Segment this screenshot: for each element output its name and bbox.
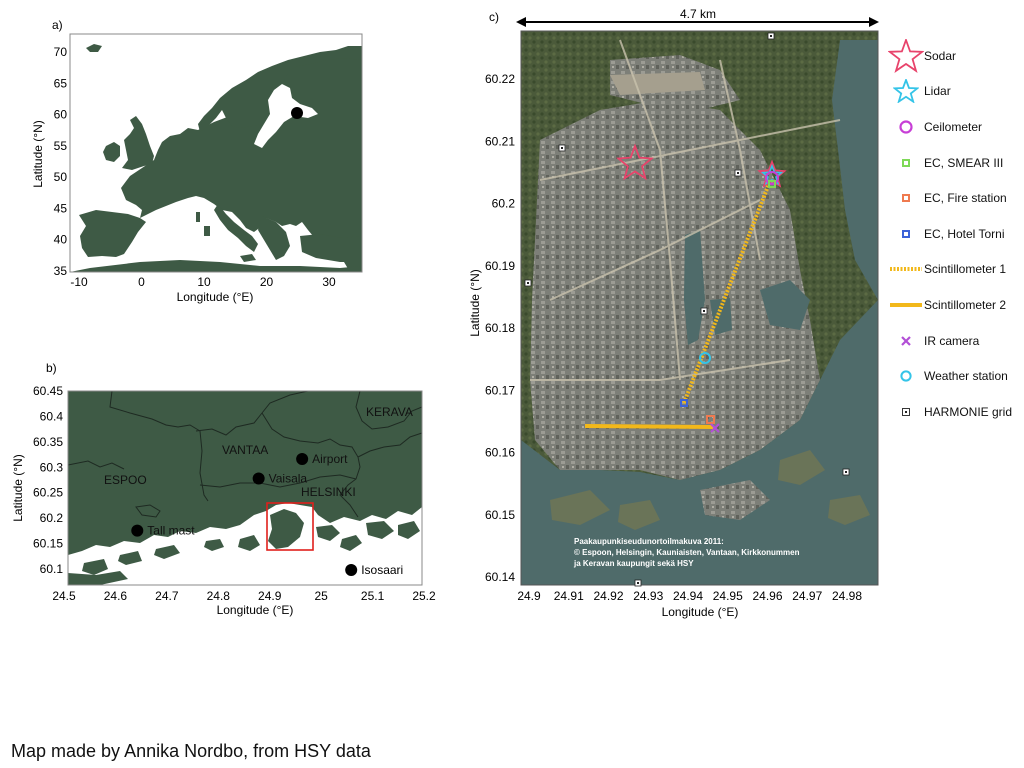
site-label-isosaari: Isosaari bbox=[361, 563, 404, 577]
panel-c-y-tick-2: 60.2 bbox=[491, 196, 515, 211]
panel-c-y-tick-1: 60.21 bbox=[484, 134, 515, 149]
legend-item-scintillometer-2: Scintillometer 2 bbox=[888, 287, 1024, 323]
panel-c-label: c) bbox=[489, 10, 499, 24]
aerial-map-panel bbox=[460, 0, 890, 620]
panel-a-y-tick-labels bbox=[54, 45, 68, 278]
ireland-landmass bbox=[103, 142, 120, 162]
panel-b-y-tick-1: 60.4 bbox=[39, 409, 63, 424]
helsinki-region-panel bbox=[0, 355, 450, 625]
panel-b-x-tick-2: 24.7 bbox=[155, 589, 179, 603]
panel-b-x-tick-5: 25 bbox=[314, 589, 328, 603]
panel-a-x-tick-4: 30 bbox=[322, 275, 336, 289]
panel-b-x-axis-label: Longitude (°E) bbox=[216, 603, 294, 617]
panel-b-label: b) bbox=[46, 361, 57, 375]
region-label-helsinki: HELSINKI bbox=[301, 485, 356, 499]
figure-caption: Map made by Annika Nordbo, from HSY data bbox=[11, 741, 371, 761]
panel-b-x-tick-labels bbox=[52, 589, 436, 603]
legend-item-scintillometer-1: Scintillometer 1 bbox=[888, 252, 1024, 288]
panel-c-x-tick-1: 24.91 bbox=[553, 589, 584, 603]
panel-b-x-tick-0: 24.5 bbox=[52, 589, 76, 603]
panel-a-y-tick-6: 40 bbox=[53, 232, 67, 247]
legend-item-sodar: Sodar bbox=[888, 38, 1024, 74]
site-label-tall-mast: Tall mast bbox=[147, 523, 195, 538]
panel-c-y-tick-5: 60.17 bbox=[484, 383, 515, 398]
panel-c-x-tick-0: 24.9 bbox=[517, 589, 541, 603]
site-marker-airport bbox=[296, 453, 308, 465]
panel-a-x-tick-labels bbox=[70, 275, 336, 289]
instrument-legend bbox=[888, 38, 1024, 430]
scale-bar bbox=[516, 7, 879, 27]
panel-a-y-tick-4: 50 bbox=[53, 170, 67, 185]
legend-item-lidar: Lidar bbox=[888, 74, 1024, 110]
legend-item-ir-camera: IR camera bbox=[888, 323, 1024, 359]
site-marker-vaisala bbox=[253, 472, 265, 484]
panel-c-y-tick-8: 60.14 bbox=[484, 570, 515, 584]
panel-a-label: a) bbox=[52, 18, 63, 32]
ec-hotel-torni-legend-icon bbox=[900, 228, 912, 240]
lidar-legend-icon bbox=[893, 79, 919, 103]
panel-c-x-tick-labels bbox=[517, 589, 862, 603]
panel-b-x-tick-7: 25.2 bbox=[412, 589, 436, 603]
legend-item-ceilometer: Ceilometer bbox=[888, 109, 1024, 145]
panel-a-y-tick-3: 55 bbox=[53, 138, 67, 153]
panel-b-x-tick-4: 24.9 bbox=[258, 589, 282, 603]
panel-c-x-tick-5: 24.95 bbox=[712, 589, 743, 603]
scintillometer-1-legend-icon bbox=[889, 265, 923, 273]
helsinki-marker bbox=[291, 107, 303, 119]
site-label-vaisala: Vaisala bbox=[268, 471, 308, 486]
panel-b-x-tick-1: 24.6 bbox=[103, 589, 128, 603]
ir-camera-legend-icon bbox=[900, 335, 912, 347]
svg-text:ja Keravan kaupungit sekä HSY: ja Keravan kaupungit sekä HSY bbox=[574, 559, 694, 568]
svg-text:Paakaupunkiseudunortoilmakuva: Paakaupunkiseudunortoilmakuva 2011: bbox=[574, 537, 724, 546]
panel-b-y-tick-2: 60.35 bbox=[32, 434, 63, 449]
site-marker-isosaari bbox=[345, 564, 357, 576]
panel-c-y-tick-3: 60.19 bbox=[484, 258, 515, 273]
aerial-photo bbox=[521, 31, 878, 585]
ec-fire-station-legend-icon bbox=[900, 192, 912, 204]
panel-b-y-tick-labels bbox=[33, 384, 63, 576]
panel-a-y-tick-0: 70 bbox=[53, 45, 67, 59]
panel-b-x-tick-6: 25.1 bbox=[360, 589, 385, 603]
iberia-landmass bbox=[79, 210, 146, 257]
panel-b-y-tick-3: 60.3 bbox=[39, 460, 63, 475]
site-marker-tall-mast bbox=[131, 525, 143, 537]
ceilometer-legend-icon bbox=[898, 119, 914, 135]
region-label-espoo: ESPOO bbox=[104, 473, 147, 487]
panel-b-y-tick-0: 60.45 bbox=[32, 384, 63, 398]
panel-c-x-axis-label: Longitude (°E) bbox=[661, 605, 739, 619]
panel-a-x-tick-0: -10 bbox=[70, 275, 88, 289]
panel-a-x-tick-1: 0 bbox=[138, 275, 145, 289]
legend-item-harmonie-grid: HARMONIE grid bbox=[888, 394, 1024, 430]
panel-b-y-tick-6: 60.15 bbox=[32, 536, 63, 551]
panel-a-y-tick-7: 35 bbox=[53, 264, 67, 278]
legend-item-ec-fire-station: EC, Fire station bbox=[888, 180, 1024, 216]
ec-smear-legend-icon bbox=[900, 157, 912, 169]
panel-b-x-tick-3: 24.8 bbox=[206, 589, 230, 603]
britain-landmass bbox=[122, 116, 154, 170]
panel-a-y-tick-1: 65 bbox=[53, 76, 67, 91]
scintillometer-2-legend-icon bbox=[889, 301, 923, 309]
panel-b-y-tick-5: 60.2 bbox=[39, 511, 63, 526]
panel-b-y-axis-label: Latitude (°N) bbox=[11, 454, 25, 522]
panel-b-y-tick-7: 60.1 bbox=[39, 562, 63, 576]
panel-c-y-axis-label: Latitude (°N) bbox=[468, 269, 482, 337]
site-label-airport: Airport bbox=[312, 452, 348, 467]
legend-item-ec-hotel-torni: EC, Hotel Torni bbox=[888, 216, 1024, 252]
panel-a-y-tick-2: 60 bbox=[53, 107, 67, 122]
panel-c-x-tick-2: 24.92 bbox=[593, 589, 624, 603]
region-label-kerava: KERAVA bbox=[366, 405, 413, 419]
panel-c-y-tick-4: 60.18 bbox=[484, 321, 515, 335]
panel-c-y-tick-labels bbox=[485, 72, 515, 584]
panel-c-x-tick-3: 24.93 bbox=[633, 589, 664, 603]
panel-a-y-tick-5: 45 bbox=[53, 201, 67, 216]
svg-text:© Espoon, Helsingin, Kauniaist: © Espoon, Helsingin, Kauniaisten, Vantaan, Kirkkonummen bbox=[574, 548, 800, 557]
region-label-vantaa: VANTAA bbox=[222, 443, 269, 457]
legend-item-weather-station: Weather station bbox=[888, 358, 1024, 394]
panel-c-x-tick-8: 24.98 bbox=[831, 589, 863, 603]
scintillometer-2-path bbox=[585, 426, 713, 427]
panel-c-y-tick-7: 60.15 bbox=[484, 507, 515, 522]
panel-a-y-axis-label: Latitude (°N) bbox=[31, 120, 45, 188]
sodar-legend-icon bbox=[888, 39, 924, 73]
europe-map-panel bbox=[0, 0, 370, 310]
panel-c-y-tick-6: 60.16 bbox=[484, 445, 515, 460]
panel-c-x-tick-7: 24.97 bbox=[792, 589, 823, 603]
harmonie-grid-legend-icon bbox=[901, 407, 911, 417]
panel-b-y-tick-4: 60.25 bbox=[32, 485, 63, 500]
panel-a-x-tick-2: 10 bbox=[197, 275, 211, 289]
scale-bar-label: 4.7 km bbox=[679, 7, 717, 21]
panel-a-x-axis-label: Longitude (°E) bbox=[176, 290, 254, 304]
weather-station-legend-icon bbox=[899, 369, 913, 383]
panel-c-x-tick-6: 24.96 bbox=[752, 589, 783, 603]
panel-c-y-tick-0: 60.22 bbox=[484, 72, 515, 86]
panel-a-x-tick-3: 20 bbox=[259, 275, 274, 289]
panel-c-x-tick-4: 24.94 bbox=[672, 589, 704, 603]
legend-item-ec-smear: EC, SMEAR III bbox=[888, 145, 1024, 181]
